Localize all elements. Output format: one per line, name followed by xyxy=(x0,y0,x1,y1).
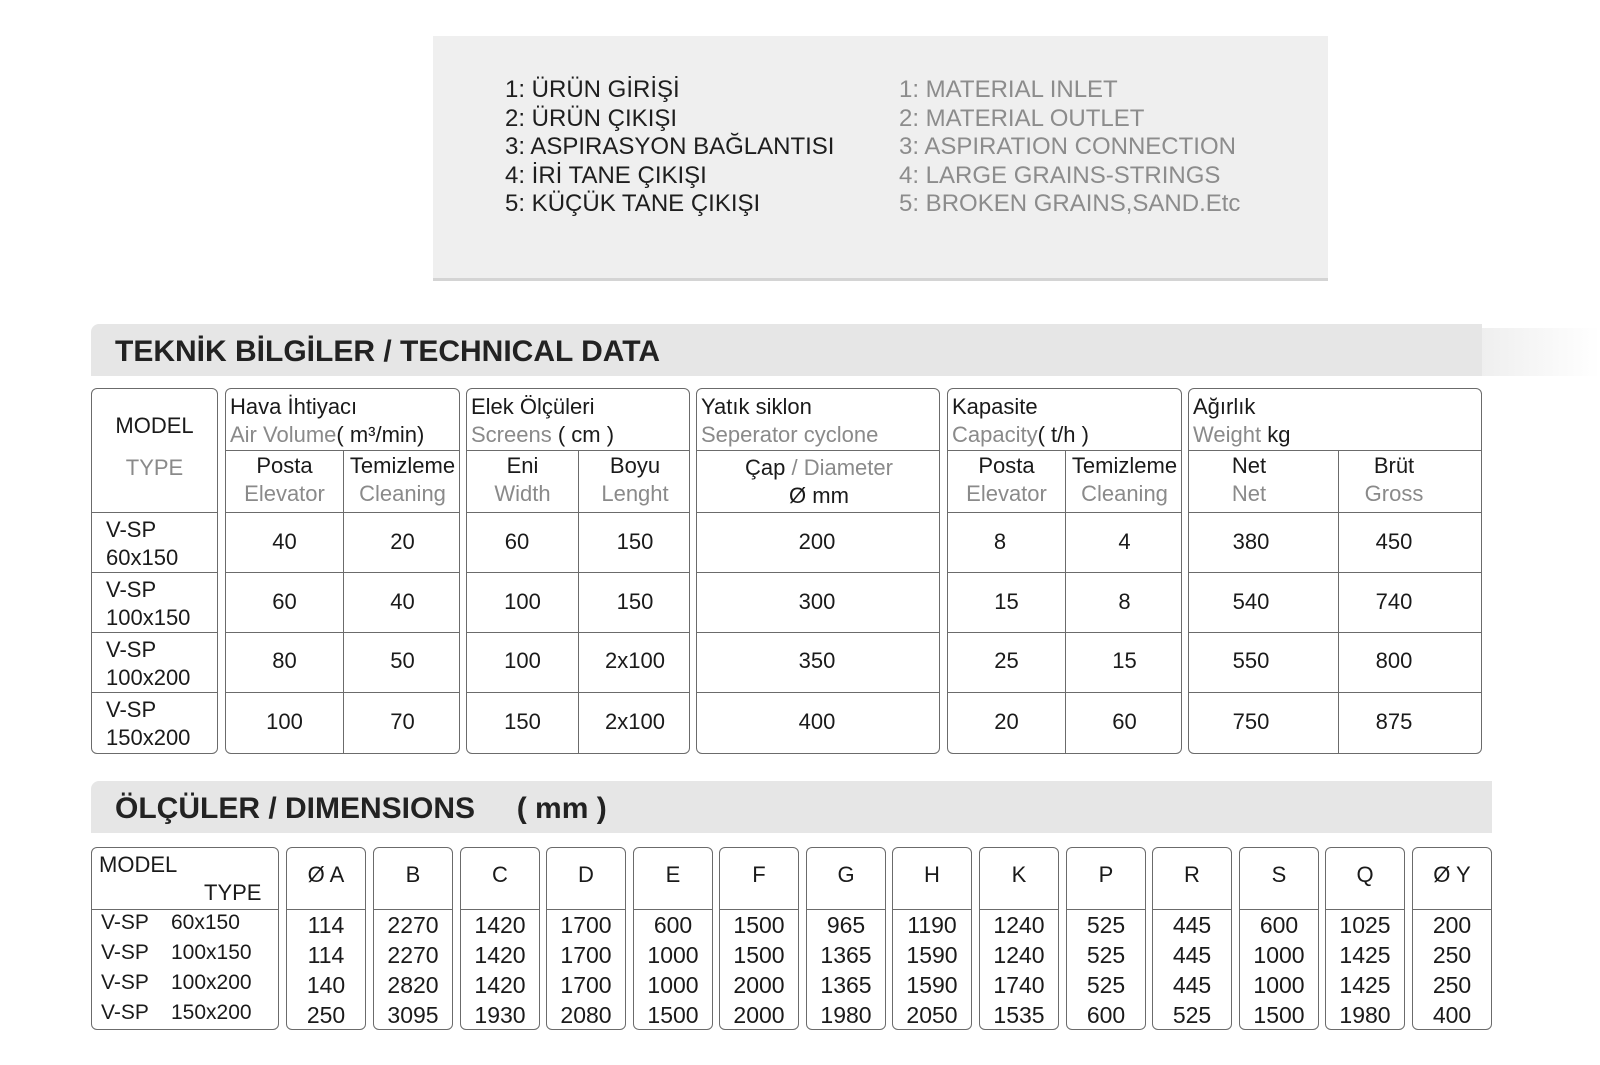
table-cell: 750 xyxy=(1232,709,1270,734)
table-cell: 15 xyxy=(994,589,1019,614)
dim-value: 140 xyxy=(306,972,346,998)
dim-value: 600 xyxy=(653,912,693,938)
dim-value: 2080 xyxy=(560,1002,612,1028)
dim-header: F xyxy=(752,862,766,887)
table-cell: 380 xyxy=(1232,529,1270,554)
table-cell: 875 xyxy=(1375,709,1413,734)
dim-header: H xyxy=(924,862,940,887)
dims-model-row: V-SP 150x200 xyxy=(101,1001,252,1024)
dim-header: R xyxy=(1184,862,1200,887)
cyclone-title: Yatık siklon Seperator cyclone xyxy=(701,394,879,447)
dim-value: 445 xyxy=(1172,912,1212,938)
capacity-title: Kapasite Capacity( t/h ) xyxy=(952,394,1089,447)
table-cell: 400 xyxy=(798,709,836,734)
dim-header: P xyxy=(1098,862,1114,887)
dim-value: 1240 xyxy=(993,912,1045,938)
dim-header: G xyxy=(837,862,855,887)
legend-item: 3: ASPIRASYON BAĞLANTISI xyxy=(505,133,835,160)
dim-value: 1365 xyxy=(820,972,872,998)
dim-value: 525 xyxy=(1172,1002,1212,1028)
dim-value: 1000 xyxy=(1253,942,1305,968)
table-cell: 4 xyxy=(1118,529,1131,554)
legend-item: 1: ÜRÜN GİRİŞİ xyxy=(505,76,680,103)
dim-value: 1425 xyxy=(1339,972,1391,998)
table-cell: 550 xyxy=(1232,648,1270,673)
capacity-cleaning-header: Temizleme Cleaning xyxy=(1071,453,1178,506)
dim-header: Q xyxy=(1356,862,1374,887)
air-volume-group xyxy=(225,388,460,754)
dim-value: 525 xyxy=(1086,972,1126,998)
legend-item: 4: LARGE GRAINS-STRINGS xyxy=(899,161,1221,189)
dim-value: 1420 xyxy=(474,942,526,968)
legend-box xyxy=(433,36,1328,281)
dim-column-y xyxy=(1412,847,1492,1030)
dim-value: 250 xyxy=(1432,972,1472,998)
dim-header: Ø Y xyxy=(1433,862,1471,887)
technical-data-title: TEKNİK BİLGİLER / TECHNICAL DATA xyxy=(91,324,1482,376)
table-cell: 15 xyxy=(1112,648,1137,673)
air-elevator-header: Posta Elevator xyxy=(244,453,325,506)
model-column xyxy=(91,388,218,754)
model-row: V-SP 150x200 xyxy=(106,697,191,750)
dim-column-p xyxy=(1066,847,1146,1030)
dim-value: 1535 xyxy=(993,1002,1045,1028)
dims-model-row: V-SP 100x200 xyxy=(101,971,252,994)
model-label: MODEL xyxy=(115,413,194,438)
cyclone-diameter-header: Çap / Diameter Ø mm xyxy=(745,455,893,508)
table-cell: 8 xyxy=(1118,589,1131,614)
dim-value: 1980 xyxy=(820,1002,872,1028)
dim-column-f xyxy=(719,847,799,1030)
dim-value: 1000 xyxy=(647,942,699,968)
dim-value: 250 xyxy=(306,1002,346,1028)
dim-value: 2050 xyxy=(906,1002,958,1028)
dim-value: 2270 xyxy=(387,912,439,938)
dim-column-k xyxy=(979,847,1059,1030)
table-cell: 2x100 xyxy=(605,648,665,673)
dim-value: 1000 xyxy=(647,972,699,998)
dim-value: 1420 xyxy=(474,912,526,938)
dim-column-g xyxy=(806,847,886,1030)
dim-value: 445 xyxy=(1172,972,1212,998)
air-cleaning-header: Temizleme Cleaning xyxy=(349,453,456,506)
table-cell: 20 xyxy=(994,709,1019,734)
dim-value: 1590 xyxy=(906,972,958,998)
dim-value: 1590 xyxy=(906,942,958,968)
dim-column-c xyxy=(460,847,540,1030)
model-row: V-SP 100x150 xyxy=(106,577,191,630)
dim-value: 1700 xyxy=(560,972,612,998)
weight-gross-header: Brüt Gross xyxy=(1364,453,1424,506)
legend-item: 2: MATERIAL OUTLET xyxy=(899,104,1145,132)
dim-value: 525 xyxy=(1086,942,1126,968)
table-cell: 740 xyxy=(1375,589,1413,614)
legend-item: 3: ASPIRATION CONNECTION xyxy=(899,133,1236,160)
model-row: V-SP 100x200 xyxy=(106,637,191,690)
dims-model-row: V-SP 60x150 xyxy=(101,911,240,934)
table-cell: 40 xyxy=(272,529,297,554)
table-cell: 8 xyxy=(993,529,1007,554)
dim-value: 114 xyxy=(307,942,345,968)
dim-column-r xyxy=(1152,847,1232,1030)
table-cell: 150 xyxy=(504,709,541,734)
table-cell: 80 xyxy=(272,648,297,673)
screens-title: Elek Ölçüleri Screens ( cm ) xyxy=(471,394,615,447)
dim-value: 2000 xyxy=(733,1002,785,1028)
table-cell: 350 xyxy=(798,648,836,673)
dim-header: D xyxy=(578,862,594,887)
dim-value: 445 xyxy=(1172,942,1212,968)
table-cell: 50 xyxy=(390,648,415,673)
dim-value: 1190 xyxy=(907,912,957,938)
table-cell: 60 xyxy=(272,589,297,614)
dim-value: 400 xyxy=(1432,1002,1472,1028)
dim-value: 1425 xyxy=(1339,942,1391,968)
dims-model-label: MODEL xyxy=(99,852,178,877)
table-cell: 100 xyxy=(504,648,541,673)
dim-column-d xyxy=(546,847,626,1030)
table-cell: 60 xyxy=(504,529,530,554)
table-cell: 800 xyxy=(1375,648,1413,673)
table-cell: 540 xyxy=(1232,589,1270,614)
dim-value: 1025 xyxy=(1339,912,1391,938)
dim-column-a xyxy=(286,847,366,1030)
legend-item: 5: BROKEN GRAINS,SAND.Etc xyxy=(899,190,1241,217)
dim-value: 1500 xyxy=(733,912,785,938)
table-cell: 2x100 xyxy=(605,709,665,734)
air-volume-title: Hava İhtiyacı Air Volume( m³/min) xyxy=(230,394,425,447)
table-cell: 40 xyxy=(390,589,415,614)
dim-value: 600 xyxy=(1086,1002,1126,1028)
dim-value: 3095 xyxy=(387,1002,439,1028)
dimensions-title: ÖLÇÜLER / DIMENSIONS ( mm ) xyxy=(91,781,1492,833)
dim-value: 965 xyxy=(826,912,866,938)
dim-header: C xyxy=(492,862,508,887)
dim-value: 1700 xyxy=(560,912,612,938)
legend-item: 1: MATERIAL INLET xyxy=(899,76,1118,103)
dims-type-label: TYPE xyxy=(204,880,262,905)
dims-model-column xyxy=(91,847,279,1030)
dim-value: 1500 xyxy=(647,1002,699,1028)
dim-column-s xyxy=(1239,847,1319,1030)
dim-value: 200 xyxy=(1432,912,1472,938)
type-label: TYPE xyxy=(125,455,184,480)
dim-header: E xyxy=(665,862,681,887)
capacity-elevator-header: Posta Elevator xyxy=(966,453,1047,506)
legend-item: 2: ÜRÜN ÇIKIŞI xyxy=(505,104,678,132)
capacity-group xyxy=(947,388,1182,754)
legend-turkish xyxy=(505,76,834,219)
table-cell: 70 xyxy=(390,709,415,734)
header-fade xyxy=(1482,328,1600,376)
dim-value: 1930 xyxy=(474,1002,526,1028)
dim-value: 1420 xyxy=(474,972,526,998)
dims-model-row: V-SP 100x150 xyxy=(101,941,252,964)
dim-value: 1240 xyxy=(993,942,1045,968)
table-cell: 450 xyxy=(1375,529,1413,554)
dim-header: Ø A xyxy=(307,862,345,887)
weight-net-header: Net Net xyxy=(1231,453,1267,506)
table-cell: 200 xyxy=(798,529,836,554)
table-cell: 20 xyxy=(390,529,415,554)
dim-value: 2820 xyxy=(387,972,439,998)
dim-value: 2270 xyxy=(387,942,439,968)
screens-width-header: Eni Width xyxy=(494,453,551,506)
legend-item: 4: İRİ TANE ÇIKIŞI xyxy=(505,161,707,189)
weight-title: Ağırlık Weight kg xyxy=(1193,394,1291,447)
screens-length-header: Boyu Lenght xyxy=(601,453,669,506)
table-cell: 150 xyxy=(616,529,654,554)
dim-value: 1000 xyxy=(1253,972,1305,998)
dim-value: 1740 xyxy=(993,972,1045,998)
model-row: V-SP 60x150 xyxy=(106,517,179,570)
dim-value: 525 xyxy=(1086,912,1126,938)
legend-item: 5: KÜÇÜK TANE ÇIKIŞI xyxy=(505,190,761,217)
dim-value: 1700 xyxy=(560,942,612,968)
screens-group xyxy=(466,388,690,754)
dim-value: 250 xyxy=(1432,942,1472,968)
table-cell: 60 xyxy=(1112,709,1137,734)
dim-value: 1365 xyxy=(820,942,872,968)
dim-column-e xyxy=(633,847,713,1030)
dim-value: 114 xyxy=(307,912,345,938)
dim-header: S xyxy=(1271,862,1287,887)
dim-header: B xyxy=(405,862,421,887)
dim-value: 2000 xyxy=(733,972,785,998)
dim-column-b xyxy=(373,847,453,1030)
table-cell: 25 xyxy=(994,648,1019,673)
weight-group xyxy=(1188,388,1482,754)
dim-value: 600 xyxy=(1259,912,1299,938)
dim-column-h xyxy=(892,847,972,1030)
table-cell: 150 xyxy=(616,589,654,614)
table-cell: 300 xyxy=(798,589,836,614)
table-cell: 100 xyxy=(504,589,541,614)
dim-column-q xyxy=(1325,847,1405,1030)
cyclone-group xyxy=(696,388,940,754)
dim-value: 1500 xyxy=(1253,1002,1305,1028)
dim-header: K xyxy=(1011,862,1027,887)
dim-value: 1980 xyxy=(1339,1002,1391,1028)
dim-value: 1500 xyxy=(733,942,785,968)
legend-english xyxy=(899,76,1240,219)
table-cell: 100 xyxy=(266,709,303,734)
